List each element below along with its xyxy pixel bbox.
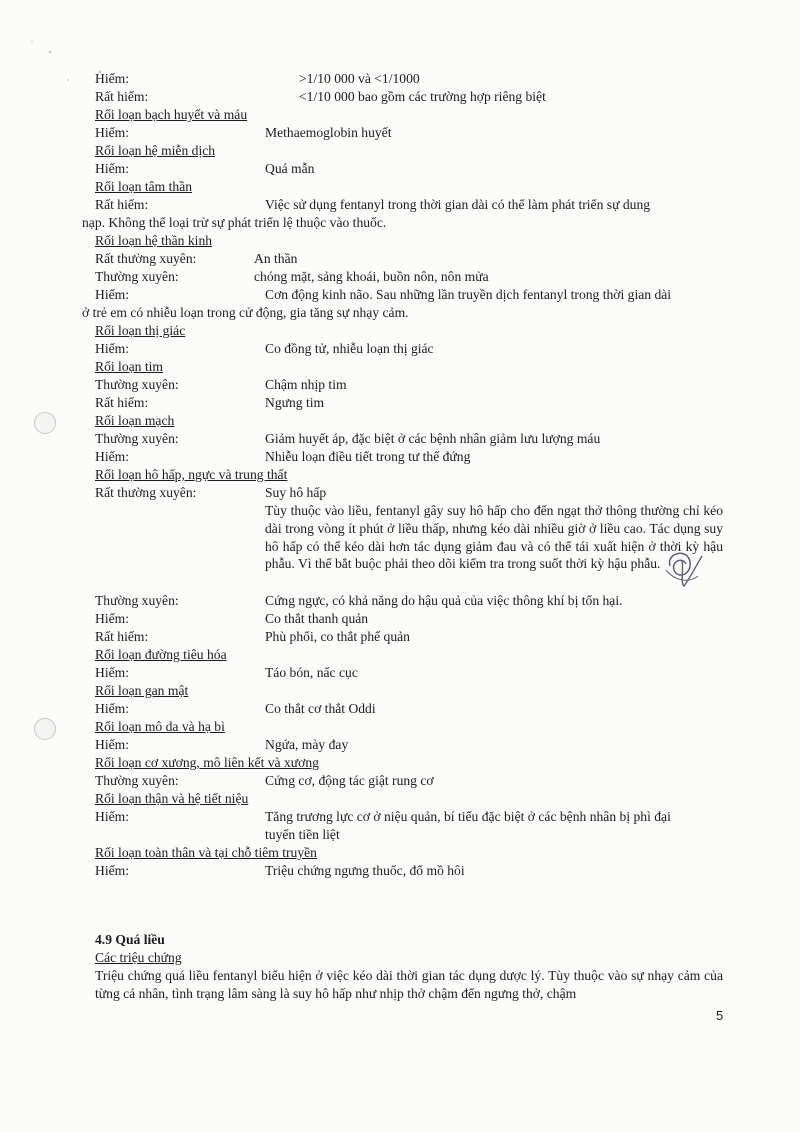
table-row — [95, 250, 725, 268]
table-row — [95, 340, 725, 358]
row-label: Hiếm: — [95, 71, 129, 86]
section-title-blood: Rối loạn bạch huyết và máu — [95, 107, 248, 122]
section-title-gi: Rối loạn đường tiêu hóa — [95, 647, 227, 662]
section-title-neuro: Rối loạn hệ thần kinh — [95, 233, 213, 248]
frequency-row — [95, 88, 725, 106]
row-label: Hiếm: — [95, 611, 129, 626]
row-label: Hiếm: — [95, 449, 129, 464]
row-label: Hiếm: — [95, 863, 129, 878]
overdose-paragraph: Triệu chứng quá liều fentanyl biểu hiện ở việc kéo dài thời gian tác dụng dược lý. Tùy thuộc vào sự nhạy cảm của từng cá nhân, tình trạng lâm sàng là suy hô hấp như nhịp thở chậm đến ngưng thở, chậm — [95, 968, 723, 1001]
subsection-title-symptoms: Các triệu chứng — [95, 950, 182, 965]
section-title-immune: Rối loạn hệ miễn dịch — [95, 143, 216, 158]
row-label: Rất thường xuyên: — [95, 485, 197, 500]
table-row — [95, 808, 725, 826]
table-row — [95, 196, 725, 214]
section-title-skin: Rối loạn mô da và hạ bì — [95, 719, 225, 734]
row-value: Ngứa, mày đay — [265, 737, 349, 752]
row-continuation: tuyến tiền liệt — [265, 827, 340, 842]
table-row — [95, 772, 725, 790]
row-label: Hiếm: — [95, 665, 129, 680]
section-title-liver: Rối loạn gan mật — [95, 683, 189, 698]
frequency-row — [95, 70, 725, 88]
row-value: Nhiễu loạn điều tiết trong tư thế đứng — [265, 449, 471, 464]
row-value: Methaemoglobin huyết — [265, 125, 392, 140]
row-label: Rất hiếm: — [95, 89, 149, 104]
row-value: Cơn động kinh não. Sau những lần truyền dịch fentanyl trong thời gian dài — [265, 287, 672, 302]
row-label: Hiếm: — [95, 287, 129, 302]
section-title-heart: Rối loạn tim — [95, 359, 163, 374]
row-label: Hiếm: — [95, 161, 129, 176]
table-row — [95, 448, 725, 466]
row-continuation: ở trẻ em có nhiễu loạn trong cử động, gia tăng sự nhạy cảm. — [82, 305, 409, 320]
punch-hole-top — [34, 412, 56, 434]
table-row — [95, 394, 725, 412]
table-row — [95, 664, 725, 682]
row-continuation: nạp. Không thể loại trừ sự phát triển lệ thuộc vào thuốc. — [82, 215, 387, 230]
section-title-psych: Rối loạn tâm thần — [95, 179, 193, 194]
section-title-respiratory: Rối loạn hô hấp, ngực và trung thất — [95, 467, 288, 482]
row-value: Suy hô hấp — [265, 485, 327, 500]
row-label: Thường xuyên: — [95, 431, 179, 446]
row-value: Co thắt thanh quản — [265, 611, 369, 626]
table-row — [95, 700, 725, 718]
row-value: Tăng trương lực cơ ở niệu quản, bí tiểu đặc biệt ở các bệnh nhân bị phì đại — [265, 809, 671, 824]
table-row — [95, 736, 725, 754]
row-value: Phù phổi, co thắt phế quản — [265, 629, 410, 644]
table-row — [95, 376, 725, 394]
row-label: Hiếm: — [95, 809, 129, 824]
row-value: Giảm huyết áp, đặc biệt ở các bệnh nhân giảm lưu lượng máu — [265, 431, 601, 446]
row-label: Thường xuyên: — [95, 269, 179, 284]
page-number: 5 — [716, 1008, 724, 1023]
row-value: <1/10 000 bao gồm các trường hợp riêng biệt — [299, 89, 546, 104]
handwritten-initials — [640, 526, 730, 596]
table-row — [95, 610, 725, 628]
row-value: Co đồng tử, nhiễu loạn thị giác — [265, 341, 434, 356]
row-value: Ngưng tim — [265, 395, 325, 410]
table-row — [95, 268, 725, 286]
respiratory-paragraph: Tùy thuộc vào liều, fentanyl gây suy hô hấp cho đến ngạt thở thông thường chỉ kéo dài trong vòng ít phút ở liều thấp, nhưng kéo dài nhiều giờ ở liều cao. Tác dụng suy hô hấp có thể kéo dài hơn tác dụng giảm đau và có thể tái xuất hiện ở thời kỳ hậu phẫu. Vì thế bắt buộc phải theo dõi kiểm tra trong suốt thời kỳ hậu phẫu. — [265, 503, 723, 572]
table-row — [95, 160, 725, 178]
row-label: Thường xuyên: — [95, 593, 179, 608]
punch-hole-bottom — [34, 718, 56, 740]
section-heading-overdose: 4.9 Quá liều — [95, 932, 165, 947]
section-title-muscle: Rối loạn cơ xương, mô liên kết và xương — [95, 755, 319, 770]
table-row — [95, 862, 725, 880]
section-title-renal: Rối loạn thận và hệ tiết niệu — [95, 791, 249, 806]
row-value: Quá mẫn — [265, 161, 315, 176]
table-row — [95, 628, 725, 646]
section-title-vascular: Rối loạn mạch — [95, 413, 175, 428]
section-title-general: Rối loạn toàn thân và tại chỗ tiêm truyền — [95, 845, 317, 860]
row-label: Rất hiếm: — [95, 629, 149, 644]
row-value: chóng mặt, sảng khoái, buồn nôn, nôn mửa — [254, 269, 489, 284]
row-label: Thường xuyên: — [95, 377, 179, 392]
row-value: An thần — [254, 251, 298, 266]
row-label: Rất hiếm: — [95, 395, 149, 410]
row-value: Táo bón, nấc cục — [265, 665, 358, 680]
row-value: Chậm nhịp tim — [265, 377, 347, 392]
table-row — [95, 592, 725, 610]
table-row — [95, 286, 725, 304]
table-row — [95, 124, 725, 142]
row-value: Triệu chứng ngưng thuốc, đổ mồ hôi — [265, 863, 465, 878]
section-title-eye: Rối loạn thị giác — [95, 323, 186, 338]
row-value: Cứng ngực, có khả năng do hậu quả của việc thông khí bị tổn hại. — [265, 593, 623, 608]
row-value: Cứng cơ, động tác giật rung cơ — [265, 773, 434, 788]
row-label: Hiếm: — [95, 341, 129, 356]
row-label: Rất hiếm: — [95, 197, 149, 212]
row-label: Rất thường xuyên: — [95, 251, 197, 266]
table-row — [95, 484, 725, 502]
row-label: Hiếm: — [95, 701, 129, 716]
row-value: Co thắt cơ thắt Oddi — [265, 701, 376, 716]
table-row — [95, 430, 725, 448]
row-label: Hiếm: — [95, 737, 129, 752]
row-label: Thường xuyên: — [95, 773, 179, 788]
row-value: >1/10 000 và <1/1000 — [299, 71, 420, 86]
row-value: Việc sử dụng fentanyl trong thời gian dài có thể làm phát triển sự dung — [265, 197, 651, 212]
row-label: Hiếm: — [95, 125, 129, 140]
